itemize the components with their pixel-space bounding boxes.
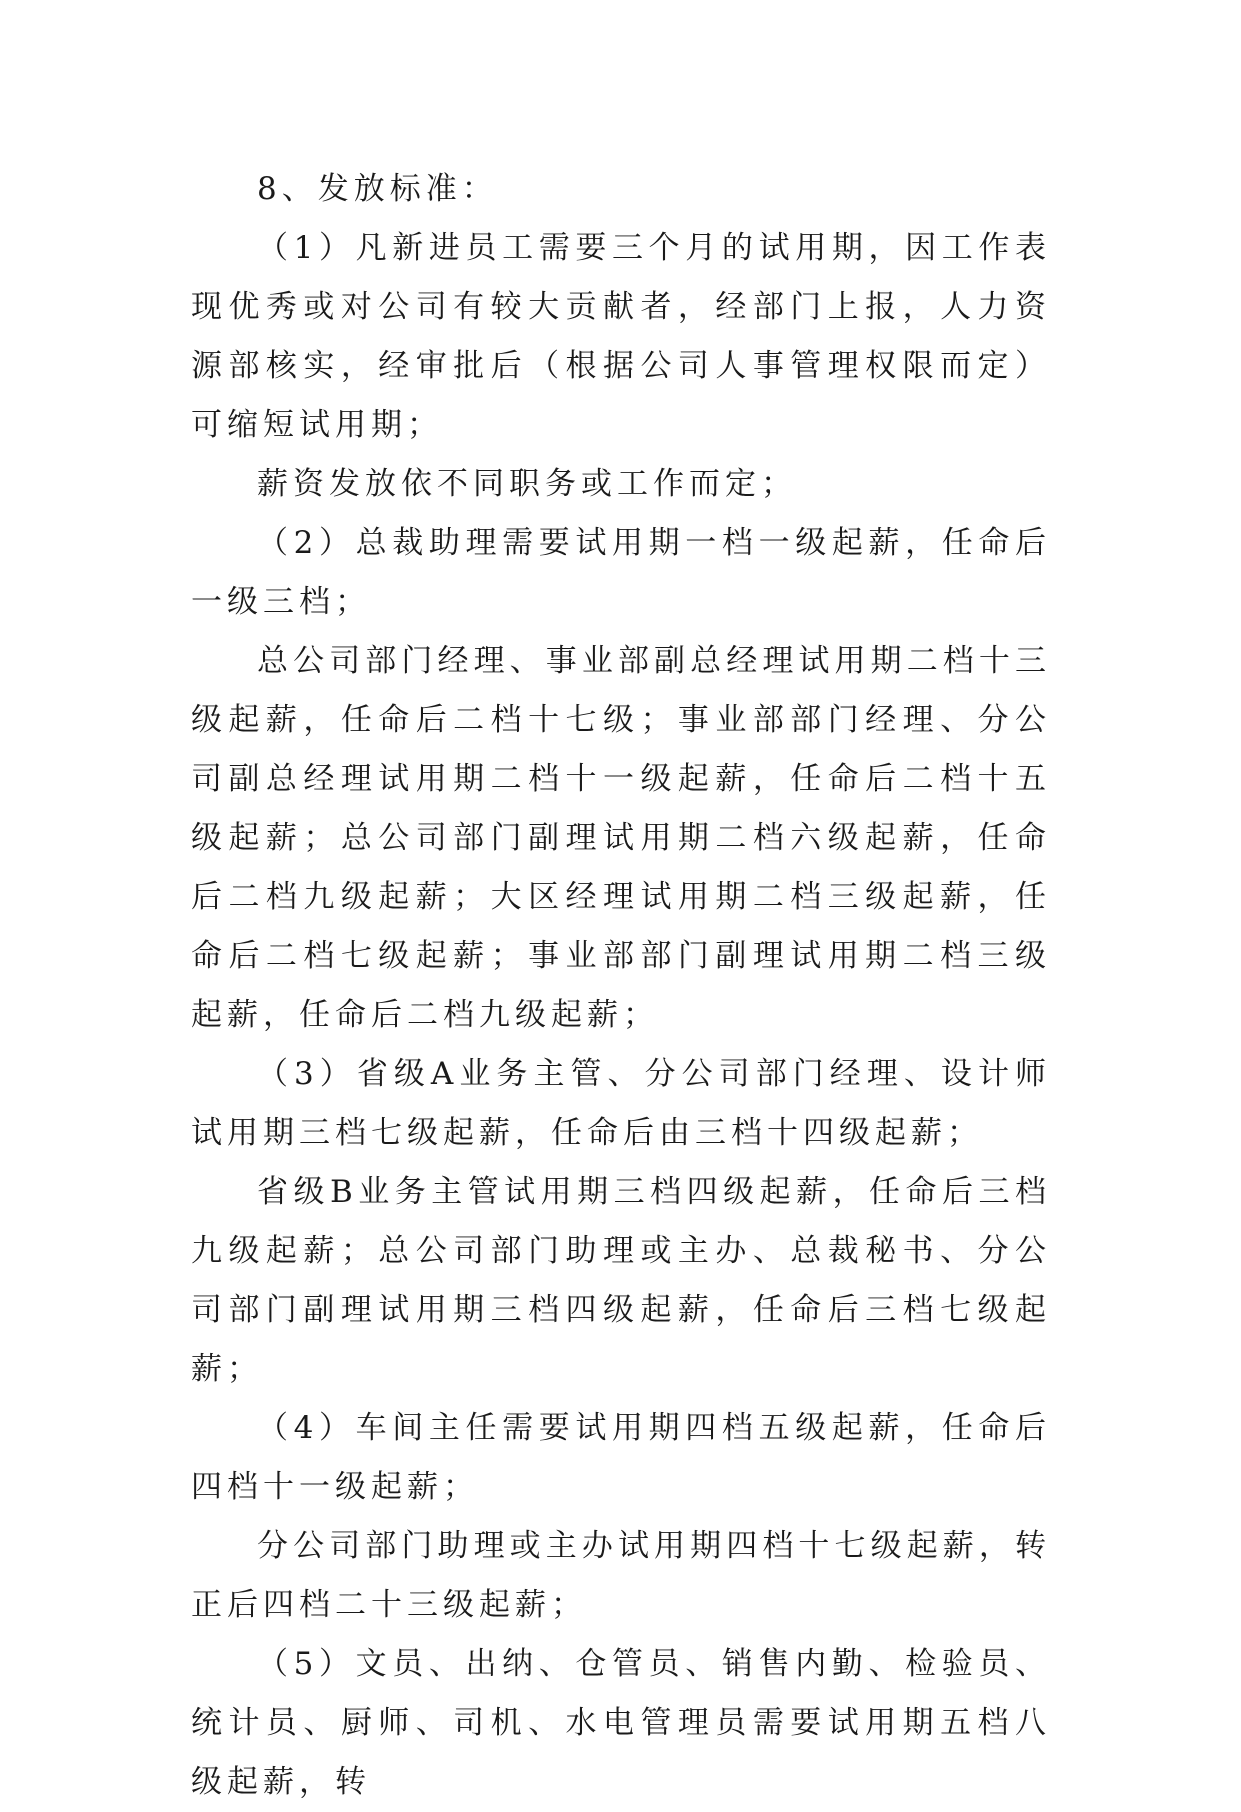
paragraph: 薪资发放依不同职务或工作而定； [257, 466, 797, 502]
paragraph: 省级B业务主管试用期三档四级起薪，任命后三档九级起薪；总公司部门助理或主办、总裁秘书、分公司部门副理试用期三档四级起薪，任命后三档七级起薪； [191, 1174, 1051, 1387]
paragraph: 总公司部门经理、事业部副总经理试用期二档十三级起薪，任命后二档十七级；事业部部门经理、分公司副总经理试用期二档十一级起薪，任命后二档十五级起薪；总公司部门副理试用期二档六级起薪，任命后二档九级起薪；大区经理试用期二档三级起薪，任命后二档七级起薪；事业部部门副理试用期二档三级起薪，任命后二档九级起薪； [191, 643, 1051, 1033]
paragraph: 分公司部门助理或主办试用期四档十七级起薪，转正后四档二十三级起薪； [191, 1528, 1051, 1623]
paragraph-heading: 8、发放标准： [257, 171, 498, 207]
paragraph: （5）文员、出纳、仓管员、销售内勤、检验员、统计员、厨师、司机、水电管理员需要试用期五档八级起薪，转 [191, 1646, 1051, 1800]
document-body [191, 160, 1051, 1812]
paragraph: （3）省级A业务主管、分公司部门经理、设计师试用期三档七级起薪，任命后由三档十四级起薪； [191, 1056, 1051, 1151]
paragraph: （1）凡新进员工需要三个月的试用期，因工作表现优秀或对公司有较大贡献者，经部门上报，人力资源部核实，经审批后（根据公司人事管理权限而定）可缩短试用期； [191, 230, 1051, 443]
paragraph: （2）总裁助理需要试用期一档一级起薪，任命后一级三档； [191, 525, 1051, 620]
paragraph: （4）车间主任需要试用期四档五级起薪，任命后四档十一级起薪； [191, 1410, 1051, 1505]
